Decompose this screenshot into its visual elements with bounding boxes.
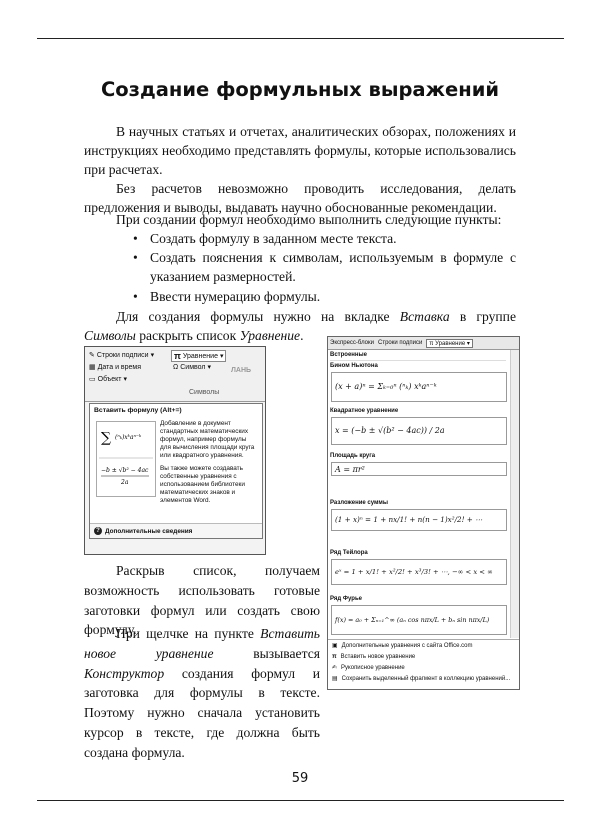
date-time-button[interactable]: ▦ Дата и время <box>89 363 142 371</box>
signature-lines-button[interactable]: ✎ Строки подписи ▾ <box>89 351 155 359</box>
section-circle-area: Площадь круга <box>330 453 376 459</box>
svg-text:∑: ∑ <box>101 430 111 446</box>
quick-parts-button[interactable]: Экспресс-блоки <box>330 340 374 346</box>
section-binomial: Бином Ньютона <box>330 363 378 369</box>
paragraph-2: Без расчетов невозможно проводить исследования, делать предложения и выводы, выдавать научно обоснованные рекомендации. <box>84 181 516 216</box>
svg-text:2a: 2a <box>121 479 129 486</box>
lan-watermark: ЛАНЬ <box>231 367 252 374</box>
bullet-item: • Создать пояснения к символам, используемым в формуле с указанием размерностей. <box>84 248 516 286</box>
object-icon: ▭ <box>89 376 96 383</box>
equation-button[interactable]: π Уравнение ▾ <box>171 350 226 362</box>
omega-icon: Ω <box>173 363 179 371</box>
formula-preview-image <box>97 422 155 496</box>
bullet-item: • Создать формулу в заданном месте текста. <box>84 229 516 248</box>
pi-icon: π <box>332 653 337 660</box>
bottom-rule <box>37 800 564 801</box>
more-info-link[interactable]: ? Дополнительные сведения <box>90 523 262 538</box>
equation-menu <box>328 639 519 684</box>
office-icon: ▣ <box>332 643 338 649</box>
tooltip-title: Вставить формулу (Alt+=) <box>94 407 182 414</box>
formula-preview <box>96 421 156 497</box>
equation-binomial[interactable]: (x + a)ⁿ = Σₖ₌₀ⁿ (ⁿₖ) xᵏaⁿ⁻ᵏ <box>331 372 507 402</box>
paragraph-4: Для создания формулы нужно на вкладке Вставка в группе Символы раскрыть список Уравнение. <box>84 309 516 344</box>
paragraph-5: Раскрыв список, получаем возможность использовать готовые заготовки формул или создать свою формулу. <box>84 563 320 638</box>
help-icon: ? <box>94 527 102 535</box>
equation-taylor[interactable]: eˣ = 1 + x/1! + x²/2! + x³/3! + ⋯, −∞ < x < ∞ <box>331 559 507 585</box>
section-quadratic: Квадратное уравнение <box>330 408 399 414</box>
tooltip-popup <box>89 403 263 539</box>
paragraph-6: При щелчке на пункте Вставить новое уравнение вызывается Конструктор создания формул и заготовка для формулы в тексте. Поэтому нужно сначала установить курсор в тексте, где должна быть создана формула. <box>84 626 320 760</box>
equation-quadratic[interactable]: x = (−b ± √(b² − 4ac)) / 2a <box>331 417 507 445</box>
paragraph-3: При создании формул необходимо выполнить следующие пункты: <box>116 212 502 227</box>
ribbon <box>85 347 265 402</box>
top-rule <box>37 38 564 39</box>
screenshot-equation-gallery <box>327 336 520 690</box>
save-icon: ▤ <box>332 676 338 682</box>
signature-lines-button[interactable]: Строки подписи <box>377 340 423 346</box>
group-label: Символы <box>189 389 220 396</box>
screenshot-ribbon <box>84 346 266 555</box>
tooltip-body: Добавление в документ стандартных математических формул, например формулы для вычисления площади круга или квадратного уравнения. Вы также можете создавать собственные уравнения с использованием библиотеки математических знаков и элементов Word. <box>160 420 255 504</box>
gallery-toolbar <box>328 337 519 350</box>
page-number: 59 <box>291 771 309 786</box>
bullet-list <box>84 229 516 306</box>
menu-item-more-equations[interactable]: ▣ Дополнительные уравнения с сайта Office.com <box>332 642 473 649</box>
gallery-scrollbar[interactable] <box>510 350 519 638</box>
pi-icon: π <box>174 351 181 361</box>
page-title: Создание формульных выражений <box>100 78 500 101</box>
calendar-icon: ▦ <box>89 364 96 371</box>
svg-text:(ⁿₖ)xᵏaⁿ⁻ᵏ: (ⁿₖ)xᵏaⁿ⁻ᵏ <box>115 434 142 441</box>
signature-icon: ✎ <box>89 352 95 359</box>
equation-sum-expansion[interactable]: (1 + x)ⁿ = 1 + nx/1! + n(n − 1)x²/2! + ⋯ <box>331 509 507 531</box>
equation-dropdown[interactable]: π Уравнение ▾ <box>426 339 473 348</box>
section-sum-expansion: Разложение суммы <box>330 500 388 506</box>
equation-circle-area[interactable]: A = πr² <box>331 462 507 476</box>
symbol-button[interactable]: Ω Символ ▾ <box>173 363 211 371</box>
equation-fourier[interactable]: f(x) = a₀ + Σₙ₌₁^∞ (aₙ cos nπx/L + bₙ sin nπx/L) <box>331 605 507 635</box>
builtin-header: Встроенные <box>330 352 367 358</box>
menu-item-ink-equation[interactable]: ✍ Рукописное уравнение <box>332 664 405 671</box>
bullet-item: • Ввести нумерацию формулы. <box>84 287 516 306</box>
object-button[interactable]: ▭ Объект ▾ <box>89 375 127 383</box>
svg-text:−b ± √b² − 4ac: −b ± √b² − 4ac <box>101 467 149 474</box>
ink-icon: ✍ <box>332 665 338 671</box>
menu-item-save-selection[interactable]: ▤ Сохранить выделенный фрагмент в коллекцию уравнений... <box>332 675 511 682</box>
section-fourier: Ряд Фурье <box>330 596 362 602</box>
paragraph-1: В научных статьях и отчетах, аналитических обзорах, положениях и инструкциях необходимо представлять формулы, которые использовались при расчетах. <box>84 124 516 178</box>
section-taylor: Ряд Тейлора <box>330 550 368 556</box>
menu-item-insert-new-equation[interactable]: π Вставить новое уравнение <box>332 653 416 660</box>
